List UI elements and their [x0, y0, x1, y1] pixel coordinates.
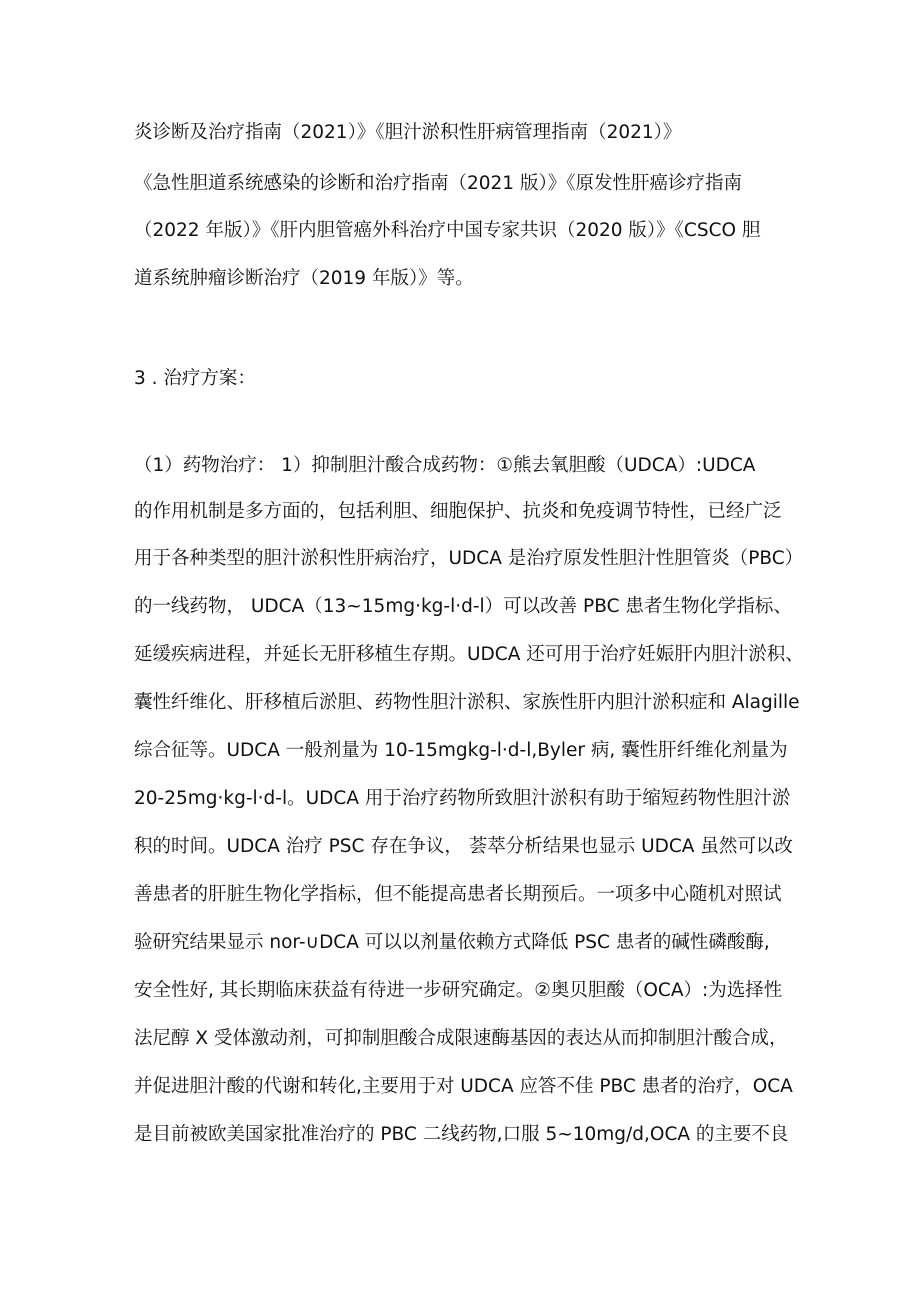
- paragraph-line: 延缓疾病进程，并延长无肝移植生存期。UDCA 还可用于治疗妊娠肝内胆汁淤积、: [134, 644, 804, 665]
- section-heading: 3 . 治疗方案：: [134, 368, 256, 389]
- reference-line-2: 《急性胆道系统感染的诊断和治疗指南（2021 版）》《原发性肝癌诊疗指南: [134, 173, 742, 194]
- paragraph-line: 善患者的肝脏生物化学指标，但不能提高患者长期预后。一项多中心随机对照试: [134, 884, 782, 905]
- paragraph-line: 用于各种类型的胆汁淤积性肝病治疗，UDCA 是治疗原发性胆汁性胆管炎（PBC）: [134, 548, 804, 569]
- reference-line-3: （2022 年版）》《肝内胆管癌外科治疗中国专家共识（2020 版）》《CSCO 胆: [134, 220, 761, 241]
- paragraph-line: 安全性好, 其长期临床获益有待进一步研究确定。②奥贝胆酸（OCA）:为选择性: [134, 980, 783, 1001]
- paragraph-line: 法尼醇 X 受体激动剂，可抑制胆酸合成限速酶基因的表达从而抑制胆汁酸合成，: [134, 1028, 788, 1049]
- paragraph-line: 囊性纤维化、肝移植后淤胆、药物性胆汁淤积、家族性肝内胆汁淤积症和 Alagille: [134, 692, 800, 713]
- paragraph-line: （1）药物治疗： 1）抑制胆汁酸合成药物：①熊去氧胆酸（UDCA）:UDCA: [134, 455, 756, 476]
- paragraph-line: 积的时间。UDCA 治疗 PSC 存在争议， 荟萃分析结果也显示 UDCA 虽然可以改: [134, 836, 793, 857]
- paragraph-line: 综合征等。UDCA 一般剂量为 10-15mgkg-l·d-l,Byler 病, 囊性肝纤维化剂量为: [134, 740, 788, 761]
- paragraph-line: 是目前被欧美国家批准治疗的 PBC 二线药物,口服 5~10mg/d,OCA 的主要不良: [134, 1124, 789, 1145]
- paragraph-line: 20-25mg·kg-l·d-l。UDCA 用于治疗药物所致胆汁淤积有助于缩短药物性胆汁淤: [134, 788, 791, 809]
- reference-line-4: 道系统肿瘤诊断治疗（2019 年版）》等。: [134, 268, 474, 289]
- paragraph-line: 的一线药物， UDCA（13~15mg·kg-l·d-l）可以改善 PBC 患者生物化学指标、: [134, 596, 792, 617]
- reference-line-1: 炎诊断及治疗指南（2021）》《胆汁淤积性肝病管理指南（2021）》: [134, 122, 682, 143]
- paragraph-line: 验研究结果显示 nor-∪DCA 可以以剂量依赖方式降低 PSC 患者的碱性磷酸酶,: [134, 932, 770, 953]
- paragraph-line: 的作用机制是多方面的，包括利胆、细胞保护、抗炎和免疫调节特性，已经广泛: [134, 501, 782, 522]
- paragraph-line: 并促进胆汁酸的代谢和转化,主要用于对 UDCA 应答不佳 PBC 患者的治疗，OCA: [134, 1076, 793, 1097]
